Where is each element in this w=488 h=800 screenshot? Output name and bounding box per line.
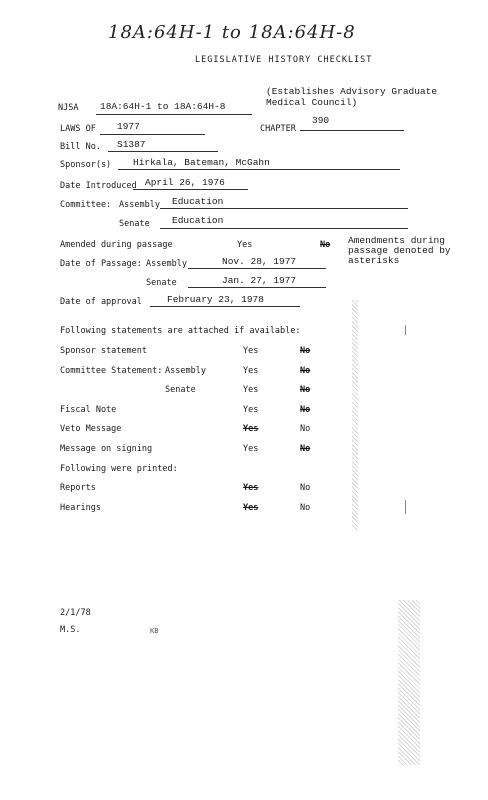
checklist-label: Veto Message: [60, 424, 122, 434]
amended-label: Amended during passage: [60, 240, 173, 250]
checklist-yes: Yes: [243, 385, 259, 395]
checklist-no-struck: No: [300, 385, 311, 395]
passage-label: Date of Passage:: [60, 259, 142, 269]
checklist-label: Message on signing: [60, 444, 153, 454]
bill-no-value: S1387: [117, 139, 146, 150]
checklist-yes: Yes: [243, 366, 259, 376]
checklist-no-struck: No: [300, 366, 311, 376]
njsa-note: (Establishes Advisory Graduate Medical Council): [266, 86, 438, 108]
checklist-yes-struck: Yes: [243, 424, 259, 434]
date-introduced-value: April 26, 1976: [145, 177, 225, 188]
committee-label: Committee:: [60, 200, 112, 210]
checklist-sub: Assembly: [165, 366, 206, 376]
checklist-yes: Yes: [243, 346, 259, 356]
njsa-label: NJSA: [58, 103, 79, 113]
scan-speck: [405, 500, 406, 514]
checklist-sub: Senate: [165, 385, 196, 395]
checklist-yes: Yes: [243, 444, 259, 454]
bill-no-label: Bill No.: [60, 142, 101, 152]
footer-date: 2/1/78: [60, 608, 91, 618]
footer-mark: KB: [150, 627, 159, 635]
checklist-label: Sponsor statement: [60, 346, 147, 356]
footer-initials: M.S.: [60, 625, 81, 635]
amended-no-struck: No: [320, 240, 331, 250]
statements-intro: Following statements are attached if available:: [60, 326, 301, 336]
form-title: LEGISLATIVE HISTORY CHECKLIST: [195, 55, 373, 65]
amended-yes: Yes: [237, 240, 253, 250]
checklist-no-struck: No: [300, 346, 311, 356]
passage-senate-value: Jan. 27, 1977: [222, 275, 297, 286]
checklist-no: No: [300, 424, 311, 434]
date-introduced-label: Date Introduced: [60, 181, 137, 191]
printed-no: No: [300, 483, 311, 493]
printed-label: Reports: [60, 483, 96, 493]
scan-speck: [405, 325, 406, 335]
checklist-no-struck: No: [300, 444, 311, 454]
printed-yes-struck: Yes: [243, 503, 259, 513]
checklist-label: Committee Statement:: [60, 366, 163, 376]
committee-assembly-value: Education: [172, 196, 224, 207]
passage-assembly-value: Nov. 28, 1977: [222, 256, 297, 267]
laws-of-value: 1977: [117, 121, 140, 132]
amended-note: Amendments during passage denoted by asterisks: [348, 235, 451, 266]
committee-senate-value: Education: [172, 215, 224, 226]
committee-senate-label: Senate: [119, 219, 150, 229]
checklist-no-struck: No: [300, 405, 311, 415]
njsa-value: 18A:64H-1 to 18A:64H-8: [100, 101, 226, 112]
printed-yes-struck: Yes: [243, 483, 259, 493]
printed-intro: Following were printed:: [60, 464, 178, 474]
scan-noise: [352, 300, 358, 530]
passage-assembly-label: Assembly: [146, 259, 187, 269]
chapter-label: CHAPTER: [260, 124, 296, 134]
committee-assembly-label: Assembly: [119, 200, 160, 210]
passage-senate-label: Senate: [146, 278, 177, 288]
sponsors-label: Sponsor(s): [60, 160, 112, 170]
printed-no: No: [300, 503, 311, 513]
approval-label: Date of approval: [60, 297, 142, 307]
sponsors-value: Hirkala, Bateman, McGahn: [133, 157, 270, 168]
printed-label: Hearings: [60, 503, 101, 513]
handwritten-title: 18A:64H-1 to 18A:64H-8: [108, 22, 356, 43]
laws-of-label: LAWS OF: [60, 124, 96, 134]
checklist-label: Fiscal Note: [60, 405, 117, 415]
checklist-yes: Yes: [243, 405, 259, 415]
chapter-value: 390: [312, 115, 330, 126]
approval-value: February 23, 1978: [167, 294, 264, 305]
scan-noise: [398, 600, 420, 765]
